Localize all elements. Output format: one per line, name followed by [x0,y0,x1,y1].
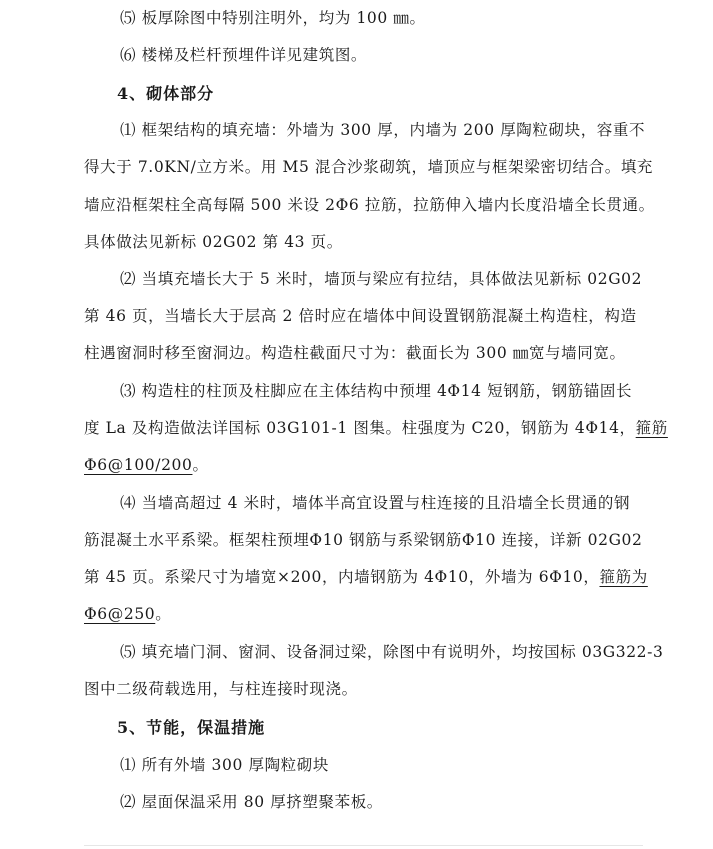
section-heading-masonry: 4、砌体部分 [117,84,215,103]
underlined-spec: Φ6@100/200 [84,456,193,474]
line-text: 。 [192,456,209,474]
paragraph-line: ⑹ 楼梯及栏杆预埋件详见建筑图。 [120,46,368,64]
paragraph-line: ⑸ 板厚除图中特别注明外，均为 100 ㎜。 [120,9,426,27]
paragraph-line: 墙应沿框架柱全高每隔 500 米设 2Φ6 拉筋，拉筋伸入墙内长度沿墙全长贯通。 [84,196,655,214]
paragraph-line: ⑴ 框架结构的填充墙：外墙为 300 厚，内墙为 200 厚陶粒砌块，容重不 [120,121,646,139]
section-heading-insulation: 5、节能，保温措施 [117,718,266,737]
paragraph-line: 柱遇窗洞时移至窗洞边。构造柱截面尺寸为：截面长为 300 ㎜宽与墙同宽。 [84,344,626,362]
paragraph-line [84,565,648,587]
paragraph-line: 具体做法见新标 02G02 第 43 页。 [84,233,343,251]
paragraph-line [84,453,209,475]
paragraph-line: ⑷ 当墙高超过 4 米时，墙体半高宜设置与柱连接的且沿墙全长贯通的钢 [120,494,631,512]
underlined-spec: Φ6@250 [84,605,156,623]
paragraph-line [84,416,668,438]
paragraph-line: ⑸ 填充墙门洞、窗洞、设备洞过梁，除图中有说明外，均按国标 03G322-3 [120,643,664,661]
page-bottom-divider [84,845,643,846]
paragraph-line: ⑴ 所有外墙 300 厚陶粒砌块 [120,756,329,774]
paragraph-line: ⑵ 当填充墙长大于 5 米时，墙顶与梁应有拉结，具体做法见新标 02G02 [120,270,643,288]
paragraph-line: 图中二级荷载选用，与柱连接时现浇。 [84,680,358,698]
line-text: 第 45 页。系梁尺寸为墙宽×200，内墙钢筋为 4Φ10，外墙为 6Φ10， [84,568,600,586]
underlined-term: 箍筋为 [599,568,648,586]
paragraph-line: ⑵ 屋面保温采用 80 厚挤塑聚苯板。 [120,793,383,811]
paragraph-line: 筋混凝土水平系梁。框架柱预埋Φ10 钢筋与系梁钢筋Φ10 连接，详新 02G02 [84,531,643,549]
paragraph-line: 第 46 页，当墙长大于层高 2 倍时应在墙体中间设置钢筋混凝土构造柱，构造 [84,307,637,325]
line-text: 。 [155,605,172,623]
paragraph-line: 得大于 7.0KN/立方米。用 M5 混合沙浆砌筑，墙顶应与框架梁密切结合。填充 [84,158,654,176]
paragraph-line [84,602,171,624]
paragraph-line: ⑶ 构造柱的柱顶及柱脚应在主体结构中预埋 4Φ14 短钢筋，钢筋锚固长 [120,382,633,400]
line-text: 度 La 及构造做法详国标 03G101-1 图集。柱强度为 C20，钢筋为 4Φ14， [84,419,636,437]
underlined-term: 箍筋 [635,419,668,437]
